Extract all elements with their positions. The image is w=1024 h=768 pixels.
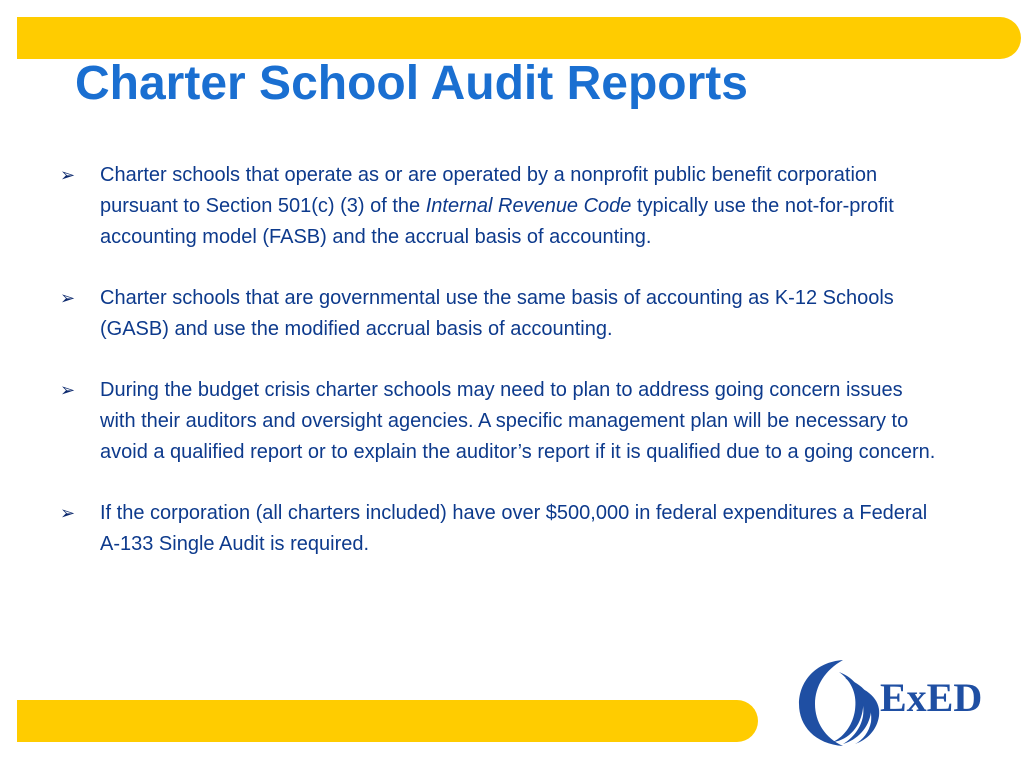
exed-logo-text: ExED [880,675,983,720]
slide-title: Charter School Audit Reports [75,57,748,110]
bullet-text: If the corporation (all charters included) have over $500,000 in federal expenditures a Federal A-133 Single Audit is required. [100,502,928,555]
bullet-list [58,160,938,590]
bullet-item [58,375,938,468]
bullet-item [58,160,938,253]
exed-swoosh-logo-icon [795,652,885,752]
bullet-text: During the budget crisis charter schools may need to plan to address going concern issues with their auditors and oversight agencies. A specific management plan will be necessary to avoid a qualified report or to explain the auditor’s report if it is qualified due to a going concern. [100,379,936,463]
bullet-text-part: typically use the not-for-profit accounting model (FASB) and the accrual basis of accounting. [100,195,894,248]
arrow-bullet-icon: ➢ [60,165,76,185]
arrow-bullet-icon: ➢ [60,503,76,523]
arrow-bullet-icon: ➢ [60,288,76,308]
bullet-item [58,283,938,345]
top-accent-bar [17,17,1021,59]
exed-logo [795,652,995,752]
bullet-text [100,164,894,248]
arrow-bullet-icon: ➢ [60,380,76,400]
bullet-text: Charter schools that are governmental use the same basis of accounting as K-12 Schools (GASB) and use the modified accrual basis of accounting. [100,287,894,340]
bottom-accent-bar [17,700,758,742]
bullet-item [58,498,938,560]
bullet-text-emphasis: Internal Revenue Code [425,195,632,217]
bullet-text-part: Charter schools that operate as or are operated by a nonprofit public benefit corporation pursuant to Section 501(c) (3) of the [100,164,878,217]
